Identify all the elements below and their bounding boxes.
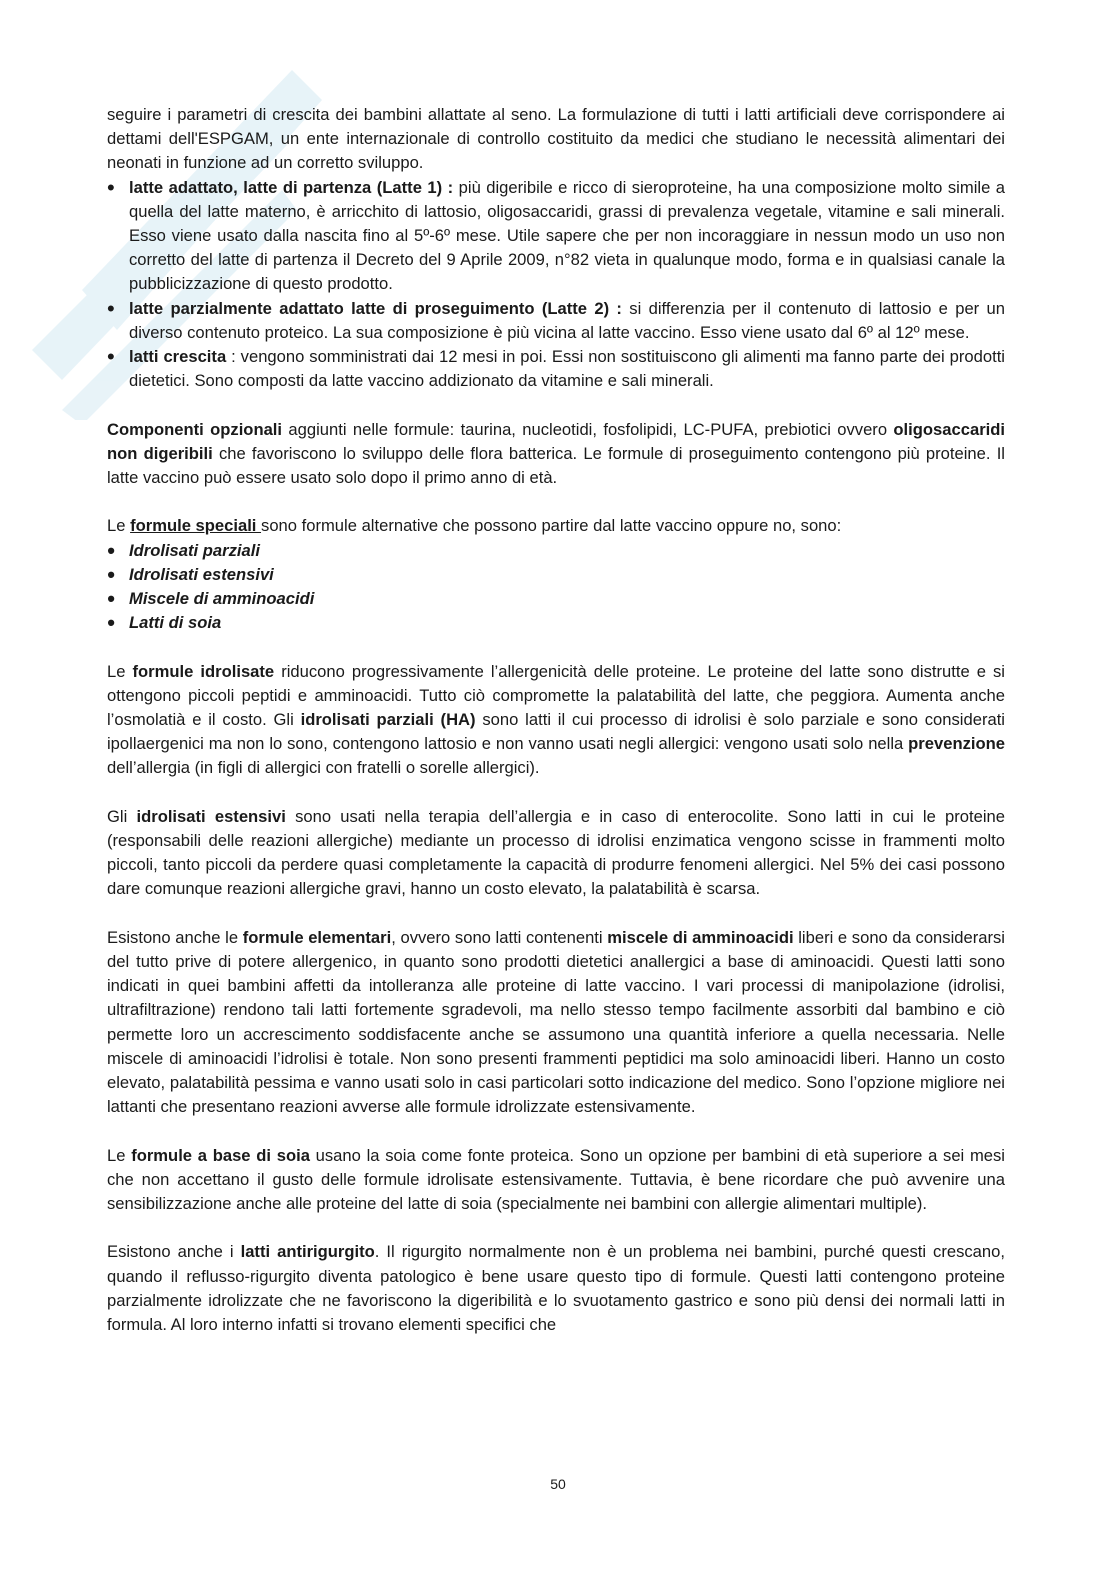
intro-paragraph: seguire i parametri di crescita dei bambini allattate al seno. La formulazione di tutti i latti artificiali deve corrispondere ai dettami dell'ESPGAM, un ente internazionale di controllo costituito da medici che studiano le necessità alimentari dei neonati in funzione ad un corretto sviluppo. [107,105,1005,173]
milk-types-list [107,176,1005,394]
list-item: • latte adattato, latte di partenza (Latte 1) : più digeribile e ricco di sieroproteine, ha una composizione molto simile a quella del latte materno, è arricchito di lattosio, oligosaccaridi, grassi di prevalenza vegetale, vitamine e sali minerali. Esso viene usato dalla nascita fino al 5º-6º mese. Utile sapere che per non incoraggiare in nessun modo un uso non corretto del latte di partenza il Decreto del 9 Aprile 2009, n°82 vieta in qualunque modo, forma e in qualsiasi canale la pubblicizzazione di questo prodotto. [129,176,1005,297]
list-item: • Idrolisati parziali [129,539,1005,563]
term-latte-2: latte parzialmente adattato latte di proseguimento (Latte 2) : [129,298,622,318]
components-paragraph: Componenti opzionali aggiunti nelle formule: taurina, nucleotidi, fosfolipidi, LC-PUFA, prebiotici ovvero oligosaccaridi non digeribili che favoriscono lo sviluppo delle flora batterica. Le formule di proseguimento contengono più proteine. Il latte vaccino può essere usato solo dopo il primo anno di età. [107,419,1006,488]
term-latti-crescita: latti crescita [129,347,227,367]
page-number: 50 [550,1476,566,1492]
list-item: • Miscele di amminoacidi [129,587,1005,611]
soy-paragraph: Le formule a base di soia usano la soia come fonte proteica. Sono un opzione per bambini di età superiore a sei mesi che non accettano il gusto delle formule idrolisate estensivamente. Tuttavia, è bene ricordare che può avvenire una sensibilizzazione anche alle proteine del latte di soia (specialmente nei bambini con allergie alimentari multiple). [107,1145,1005,1214]
special-formulas-intro: Le formule speciali sono formule alternative che possono partire dal latte vaccino oppure no, sono: [107,516,842,536]
list-item: • Latti di soia [129,611,1005,635]
hydrolysed-paragraph: Le formule idrolisate riducono progressivamente l’allergenicità delle proteine. Le proteine del latte sono distrutte e si ottengono piccoli peptidi e amminoacidi. Tutto ciò compromette la palatabilità del latte, che peggiora. Aumenta anche l’osmolatià e il costo. Gli idrolisati parziali (HA) sono latti il cui processo di idrolisi è solo parziale e sono considerati ipollaergenici ma non lo sono, contengono lattosio e non vanno usati negli allergici: vengono usati solo nella prevenzione dell’allergia (in figli di allergici con fratelli o sorelle allergici). [107,661,1005,778]
special-formulas-list [107,539,1005,636]
list-item: • Idrolisati estensivi [129,563,1005,587]
elementary-paragraph: Esistono anche le formule elementari, ovvero sono latti contenenti miscele di amminoacidi liberi e sono da considerarsi del tutto prive di potere allergenico, in quanto sono prodotti dietetici anallergici a base di aminoacidi. Questi latti sono indicati in quei bambini affetti da intolleranza alle proteine di latte vaccino. I vari processi di manipolazione (idrolisi, ultrafiltrazione) rendono tali latti fortemente sgradevoli, ma nello stesso tempo facilmente assorbiti dal bambino e ciò permette loro un accrescimento soddisfacente anche se assumono una quantità inferiore a quella necessaria. Nelle miscele di aminoacidi l’idrolisi è totale. Non sono presenti frammenti peptidici ma solo aminoacidi liberi. Hanno un costo elevato, palatabilità pessima e vanno usati solo in casi particolari sotto indicazione del medico. Sono l’opzione migliore nei lattanti che presentano reazioni avverse alle formule idrolizzate estensivamente. [107,927,1005,1117]
extensive-paragraph: Gli idrolisati estensivi sono usati nella terapia dell’allergia e in caso di enterocolite. Sono latti in cui le proteine (responsabili delle reazioni allergiche) mediante un processo di idrolisi enzimatica vengono scisse in frammenti molto piccoli, tanto piccoli da perdere quasi completamente la capacità di produrre fenomeni allergici. Nel 5% dei casi possono dare comunque reazioni allergiche gravi, hanno un costo elevato, la palatabilità è scarsa. [107,806,1005,899]
term-latte-1: latte adattato, latte di partenza (Latte 1) : [129,177,454,197]
list-item: • latti crescita : vengono somministrati dai 12 mesi in poi. Essi non sostituiscono gli alimenti ma fanno parte dei prodotti dietetici. Sono composti da latte vaccino addizionato da vitamine e sali minerali. [129,345,1005,393]
antireflux-paragraph: Esistono anche i latti antirigurgito. Il rigurgito normalmente non è un problema nei bambini, purché questi crescano, quando il reflusso-rigurgito diventa patologico è bene usare questo tipo di formule. Questi latti contengono proteine parzialmente idrolizzate che ne favoriscono la digeribilità e lo svuotamento gastrico e sono più densi dei normali latti in formula. Al loro interno infatti si trovano elementi specifici che [107,1242,1005,1335]
list-item: • latte parzialmente adattato latte di proseguimento (Latte 2) : si differenzia per il contenuto di lattosio e per un diverso contenuto proteico. La sua composizione è più vicina al latte vaccino. Esso viene usato dal 6º al 12º mese. [129,297,1005,345]
document-body [107,103,1005,1337]
